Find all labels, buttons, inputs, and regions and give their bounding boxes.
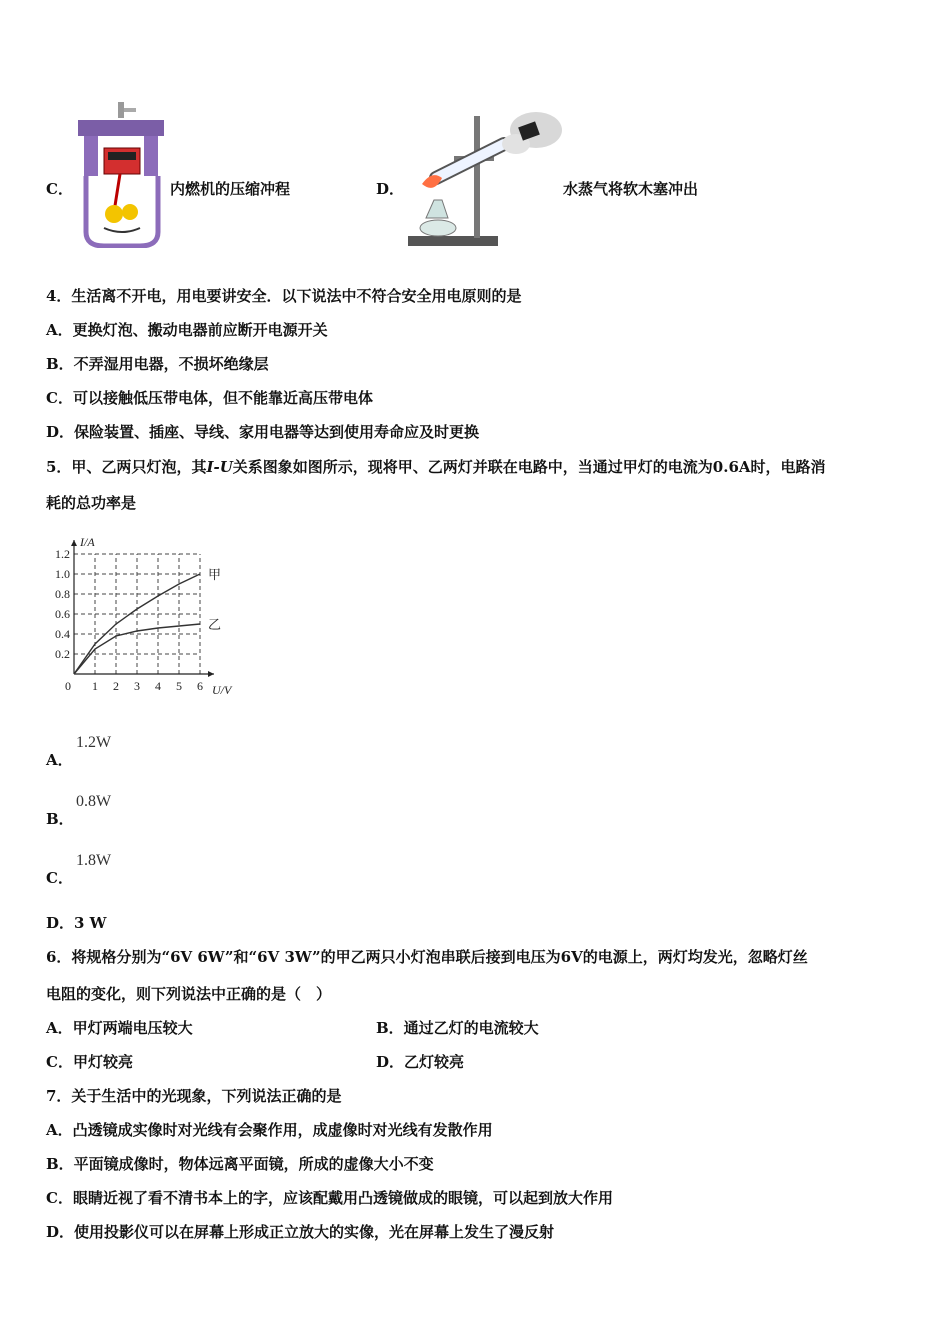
q6-option-d: D．乙灯较亮 xyxy=(376,1053,465,1071)
q4-stem: 4．生活离不开电，用电要讲安全．以下说法中不符合安全用电原则的是 xyxy=(46,287,522,305)
q6-option-a: A．甲灯两端电压较大 xyxy=(46,1019,193,1037)
engine-compression-figure xyxy=(74,100,170,248)
y-tick-label: 0.8 xyxy=(55,587,70,601)
q5-stem-iu: I-U xyxy=(206,458,233,476)
x-tick-label: 2 xyxy=(113,679,119,693)
q5-option-b-value: 0.8W xyxy=(76,793,112,810)
q4-option-d: D．保险装置、插座、导线、家用电器等达到使用寿命应及时更换 xyxy=(46,423,480,441)
q5-stem-part2: 关系图象如图所示，现将甲、乙两灯并联在电路中，当通过甲灯的电流为0.6A时，电路消 xyxy=(232,458,826,476)
q5-stem-line2: 耗的总功率是 xyxy=(46,494,137,512)
q5-option-d: D．3 W xyxy=(46,914,107,932)
q7-option-c: C．眼睛近视了看不清书本上的字，应该配戴用凸透镜做成的眼镜，可以起到放大作用 xyxy=(46,1189,613,1207)
q3-option-d-caption: 水蒸气将软木塞冲出 xyxy=(563,180,699,198)
q3-option-c-label: C． xyxy=(46,180,73,198)
iu-chart xyxy=(44,524,244,704)
x-tick-label: 0 xyxy=(65,679,71,693)
q7-option-d: D．使用投影仪可以在屏幕上形成正立放大的实像，光在屏幕上发生了漫反射 xyxy=(46,1223,555,1241)
q4-option-b: B．不弄湿用电器，不损坏绝缘层 xyxy=(46,355,269,373)
y-axis-label: I/A xyxy=(80,535,95,549)
y-tick-label: 0.4 xyxy=(55,627,70,641)
q5-option-b-label: B． xyxy=(46,810,74,828)
q3-option-c-caption: 内燃机的压缩冲程 xyxy=(170,180,291,198)
q5-option-c-value: 1.8W xyxy=(76,852,112,869)
x-tick-label: 6 xyxy=(197,679,203,693)
y-tick-label: 0.2 xyxy=(55,647,70,661)
x-tick-label: 4 xyxy=(155,679,161,693)
x-axis-label: U/V xyxy=(212,683,232,697)
x-axis-arrow xyxy=(208,671,214,677)
x-tick-label: 1 xyxy=(92,679,98,693)
q7-stem: 7．关于生活中的光现象，下列说法正确的是 xyxy=(46,1087,342,1105)
series-label-jia: 甲 xyxy=(208,568,222,583)
y-axis-arrow xyxy=(71,540,77,546)
q5-option-c-label: C． xyxy=(46,869,73,887)
x-tick-label: 5 xyxy=(176,679,182,693)
q4-option-a: A．更换灯泡、搬动电器前应断开电源开关 xyxy=(46,321,328,339)
q6-option-c: C．甲灯较亮 xyxy=(46,1053,133,1071)
y-tick-label: 0.6 xyxy=(55,607,70,621)
series-label-yi: 乙 xyxy=(208,618,222,633)
steam-cork-figure xyxy=(404,100,564,248)
q3-option-d-label: D． xyxy=(376,180,405,198)
q5-stem-line1 xyxy=(46,457,826,477)
q7-option-b: B．平面镜成像时，物体远离平面镜，所成的虚像大小不变 xyxy=(46,1155,434,1173)
q6-option-b: B．通过乙灯的电流较大 xyxy=(376,1019,539,1037)
q4-option-c: C．可以接触低压带电体，但不能靠近高压带电体 xyxy=(46,389,373,407)
x-tick-label: 3 xyxy=(134,679,140,693)
q5-option-a-label: A． xyxy=(46,751,73,769)
q5-stem-part1: 5．甲、乙两只灯泡，其 xyxy=(46,458,207,476)
q6-stem-line1: 6．将规格分别为“6V 6W”和“6V 3W”的甲乙两只小灯泡串联后接到电压为6V的电源上，两灯均发光，忽略灯丝 xyxy=(46,948,808,966)
y-tick-label: 1.2 xyxy=(55,547,70,561)
q6-stem-line2: 电阻的变化，则下列说法中正确的是（ ） xyxy=(46,985,332,1003)
q7-option-a: A．凸透镜成实像时对光线有会聚作用，成虚像时对光线有发散作用 xyxy=(46,1121,493,1139)
q5-option-a-value: 1.2W xyxy=(76,734,112,751)
y-tick-label: 1.0 xyxy=(55,567,70,581)
